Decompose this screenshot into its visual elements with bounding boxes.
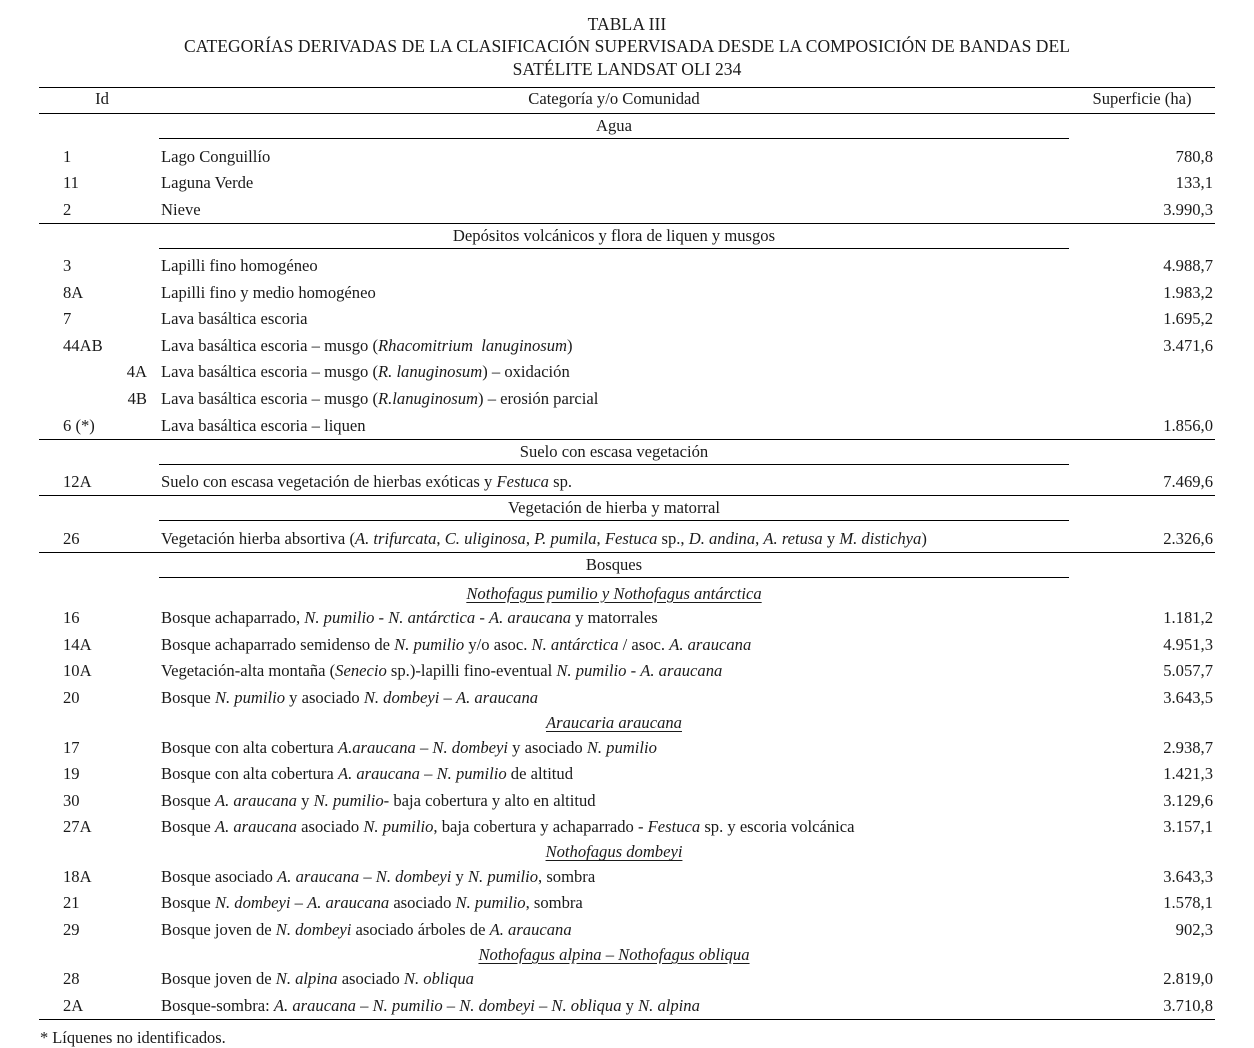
subsection-header-row bbox=[39, 711, 1215, 734]
table-row[interactable] bbox=[39, 787, 1215, 814]
row-superficie: 3.643,3 bbox=[1163, 866, 1213, 886]
row-category: Laguna Verde bbox=[161, 173, 254, 193]
subsection-header: Nothofagus dombeyi bbox=[545, 842, 683, 862]
row-id: 1 bbox=[63, 146, 72, 166]
subsection-header: Araucaria araucana bbox=[546, 713, 682, 733]
row-category: Bosque asociado A. araucana – N. dombeyi y N. pumilio, sombra bbox=[161, 866, 596, 886]
row-category: Bosque A. araucana asociado N. pumilio, baja cobertura y achaparrado - Festuca sp. y escoria volcánica bbox=[161, 817, 855, 837]
row-id: 3 bbox=[63, 256, 72, 276]
row-category: Lava basáltica escoria – musgo (R. lanuginosum) – oxidación bbox=[161, 362, 570, 382]
row-superficie: 3.129,6 bbox=[1163, 790, 1213, 810]
row-id: 17 bbox=[63, 737, 80, 757]
row-superficie: 1.983,2 bbox=[1163, 282, 1213, 302]
table-row[interactable] bbox=[39, 916, 1215, 943]
row-superficie bbox=[1069, 386, 1215, 413]
section-header-row bbox=[39, 114, 1215, 140]
table-row[interactable] bbox=[39, 734, 1215, 761]
row-category: Bosque A. araucana y N. pumilio- baja cobertura y alto en altitud bbox=[161, 790, 596, 810]
row-category: Nieve bbox=[161, 199, 201, 219]
table-bottom-rule bbox=[39, 1020, 1215, 1021]
row-category: Bosque con alta cobertura A.araucana – N. dombeyi y asociado N. pumilio bbox=[161, 737, 657, 757]
table-caption-line-2: SATÉLITE LANDSAT OLI 234 bbox=[512, 58, 742, 79]
row-superficie: 3.710,8 bbox=[1163, 996, 1213, 1016]
table-row[interactable] bbox=[39, 469, 1215, 496]
row-superficie: 1.421,3 bbox=[1163, 764, 1213, 784]
subsection-header: Nothofagus pumilio y Nothofagus antárctica bbox=[466, 583, 762, 603]
row-category: Lava basáltica escoria – liquen bbox=[161, 415, 366, 435]
row-category: Bosque N. dombeyi – A. araucana asociado N. pumilio, sombra bbox=[161, 893, 583, 913]
row-id: 28 bbox=[63, 969, 80, 989]
section-header-row bbox=[39, 440, 1215, 466]
row-category: Lava basáltica escoria – musgo (Rhacomitrium lanuginosum) bbox=[161, 335, 573, 355]
row-category: Lapilli fino y medio homogéneo bbox=[161, 282, 376, 302]
row-superficie: 3.643,5 bbox=[1163, 687, 1213, 707]
row-id: 4B bbox=[127, 389, 147, 409]
column-header-id: Id bbox=[95, 89, 109, 109]
section-header-row bbox=[39, 224, 1215, 250]
table-footnote: * Líquenes no identificados. bbox=[40, 1028, 226, 1048]
row-id: 10A bbox=[63, 661, 92, 681]
row-superficie: 2.938,7 bbox=[1163, 737, 1213, 757]
row-superficie: 2.326,6 bbox=[1163, 528, 1213, 548]
row-id: 14A bbox=[63, 634, 92, 654]
section-header: Agua bbox=[159, 114, 1069, 140]
row-id: 19 bbox=[63, 764, 80, 784]
table-row[interactable] bbox=[39, 196, 1215, 223]
row-category: Vegetación hierba absortiva (A. trifurcata, C. uliginosa, P. pumila, Festuca sp., D. andina, A. retusa y M. distichya) bbox=[161, 528, 927, 548]
row-id: 44AB bbox=[63, 335, 103, 355]
row-id: 11 bbox=[63, 173, 79, 193]
table-row[interactable] bbox=[39, 605, 1215, 632]
row-category: Lava basáltica escoria – musgo (R.lanuginosum) – erosión parcial bbox=[161, 389, 599, 409]
row-category: Bosque achaparrado, N. pumilio - N. antárctica - A. araucana y matorrales bbox=[161, 608, 658, 628]
table-row[interactable] bbox=[39, 279, 1215, 306]
subsection-header-row bbox=[39, 582, 1215, 605]
section-header: Depósitos volcánicos y flora de liquen y musgos bbox=[159, 224, 1069, 250]
row-superficie: 780,8 bbox=[1175, 146, 1213, 166]
row-superficie bbox=[1069, 359, 1215, 386]
row-id: 7 bbox=[63, 309, 72, 329]
table-row[interactable] bbox=[39, 253, 1215, 280]
row-category: Lapilli fino homogéneo bbox=[161, 256, 318, 276]
table-number: TABLA III bbox=[587, 14, 667, 34]
table-row[interactable] bbox=[39, 525, 1215, 552]
row-id: 21 bbox=[63, 893, 80, 913]
row-id: 16 bbox=[63, 608, 80, 628]
section-header-row bbox=[39, 496, 1215, 522]
row-category: Bosque joven de N. alpina asociado N. obliqua bbox=[161, 969, 474, 989]
row-superficie: 7.469,6 bbox=[1163, 472, 1213, 492]
row-id: 26 bbox=[63, 528, 80, 548]
table-row[interactable] bbox=[39, 993, 1215, 1020]
section-header-row bbox=[39, 553, 1215, 579]
row-superficie: 1.181,2 bbox=[1163, 608, 1213, 628]
row-superficie: 4.951,3 bbox=[1163, 634, 1213, 654]
table-row[interactable] bbox=[39, 306, 1215, 333]
table-row[interactable] bbox=[39, 684, 1215, 711]
section-header: Vegetación de hierba y matorral bbox=[159, 496, 1069, 522]
row-category: Bosque N. pumilio y asociado N. dombeyi – A. araucana bbox=[161, 687, 539, 707]
row-id: 20 bbox=[63, 687, 80, 707]
subsection-header-row bbox=[39, 840, 1215, 863]
table-title-block bbox=[39, 14, 1215, 80]
table-row[interactable] bbox=[39, 170, 1215, 197]
table-header-row bbox=[39, 88, 1215, 114]
row-superficie: 3.471,6 bbox=[1163, 335, 1213, 355]
row-category: Lago Conguillío bbox=[161, 146, 271, 166]
table-row[interactable] bbox=[39, 966, 1215, 993]
row-category: Bosque achaparrado semidenso de N. pumilio y/o asoc. N. antárctica / asoc. A. araucana bbox=[161, 634, 752, 654]
row-superficie: 133,1 bbox=[1175, 173, 1213, 193]
row-id: 2A bbox=[63, 996, 84, 1016]
row-superficie: 1.578,1 bbox=[1163, 893, 1213, 913]
table-row[interactable] bbox=[39, 863, 1215, 890]
row-category: Bosque joven de N. dombeyi asociado árboles de A. araucana bbox=[161, 919, 572, 939]
categories-table bbox=[39, 87, 1215, 1020]
row-superficie: 5.057,7 bbox=[1163, 661, 1213, 681]
row-superficie: 902,3 bbox=[1175, 919, 1213, 939]
table-row[interactable] bbox=[39, 332, 1215, 359]
row-id: 29 bbox=[63, 919, 80, 939]
table-row[interactable] bbox=[39, 412, 1215, 439]
row-id: 27A bbox=[63, 817, 92, 837]
row-superficie: 1.856,0 bbox=[1163, 415, 1213, 435]
table-row[interactable] bbox=[39, 814, 1215, 841]
table-row[interactable] bbox=[39, 890, 1215, 917]
table-row[interactable] bbox=[39, 359, 1215, 386]
subsection-header: Nothofagus alpina – Nothofagus obliqua bbox=[478, 944, 750, 964]
row-id: 8A bbox=[63, 282, 84, 302]
subsection-header-row bbox=[39, 943, 1215, 966]
row-category: Bosque-sombra: A. araucana – N. pumilio – N. dombeyi – N. obliqua y N. alpina bbox=[161, 996, 700, 1016]
row-id: 2 bbox=[63, 199, 72, 219]
table-row[interactable] bbox=[39, 631, 1215, 658]
row-category: Suelo con escasa vegetación de hierbas exóticas y Festuca sp. bbox=[161, 472, 573, 492]
row-superficie: 3.990,3 bbox=[1163, 199, 1213, 219]
row-category: Bosque con alta cobertura A. araucana – N. pumilio de altitud bbox=[161, 764, 574, 784]
row-id: 12A bbox=[63, 472, 92, 492]
section-header: Suelo con escasa vegetación bbox=[159, 440, 1069, 466]
row-category: Vegetación-alta montaña (Senecio sp.)-lapilli fino-eventual N. pumilio - A. araucana bbox=[161, 661, 723, 681]
row-superficie: 3.157,1 bbox=[1163, 817, 1213, 837]
table-row[interactable] bbox=[39, 658, 1215, 685]
row-superficie: 4.988,7 bbox=[1163, 256, 1213, 276]
table-row[interactable] bbox=[39, 143, 1215, 170]
column-header-superficie: Superficie (ha) bbox=[1092, 89, 1192, 109]
row-id: 30 bbox=[63, 790, 80, 810]
table-caption-line-1: CATEGORÍAS DERIVADAS DE LA CLASIFICACIÓN SUPERVISADA DESDE LA COMPOSICIÓN DE BANDAS DEL bbox=[184, 36, 1070, 57]
row-superficie: 2.819,0 bbox=[1163, 969, 1213, 989]
column-header-category: Categoría y/o Comunidad bbox=[528, 89, 700, 109]
table-row[interactable] bbox=[39, 386, 1215, 413]
row-id: 18A bbox=[63, 866, 92, 886]
row-id: 4A bbox=[126, 362, 147, 382]
row-superficie: 1.695,2 bbox=[1163, 309, 1213, 329]
section-header: Bosques bbox=[159, 553, 1069, 579]
table-row[interactable] bbox=[39, 761, 1215, 788]
row-category: Lava basáltica escoria bbox=[161, 309, 308, 329]
row-id: 6 (*) bbox=[63, 415, 95, 435]
